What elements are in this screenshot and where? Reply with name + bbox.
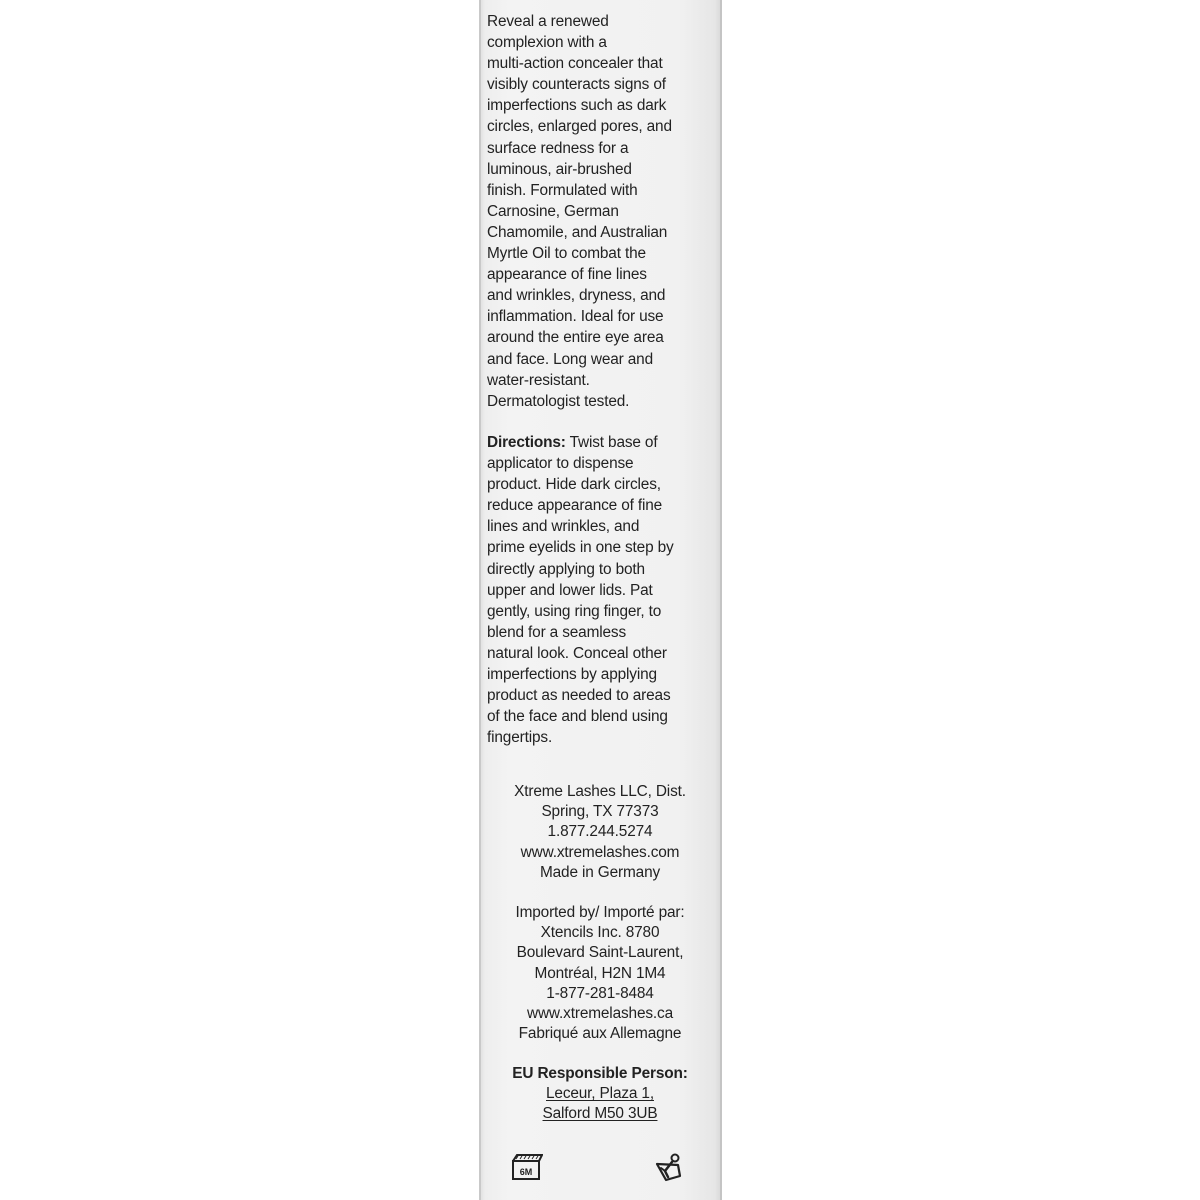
importer-line: Xtencils Inc. 8780 [540,924,660,942]
directions-line: fingertips. [487,729,553,747]
description-line: inflammation. Ideal for use [487,308,664,326]
importer-website: www.xtremelashes.ca [527,1005,673,1023]
eu-address-line: Salford M50 3UB [542,1105,658,1123]
description-line: and face. Long wear and [487,350,653,368]
distributor-line: Xtreme Lashes LLC, Dist. [514,783,686,800]
description-line: and wrinkles, dryness, and [487,287,666,305]
description-line: multi-action concealer that [487,55,663,73]
description-line: appearance of fine lines [487,266,647,284]
directions-first-line-text: Twist base of [565,434,658,451]
description-line: complexion with a [487,34,607,52]
distributor-line: Spring, TX 77373 [541,803,659,821]
distributor-origin: Made in Germany [539,863,661,881]
directions [487,432,717,748]
description-line: Dermatologist tested. [487,392,630,410]
directions-line: prime eyelids in one step by [487,539,674,557]
directions-line: product as needed to areas [487,687,671,705]
dispose-properly-icon [652,1152,686,1182]
eu-address-line: Leceur, Plaza 1, [546,1085,654,1103]
importer-line: Montréal, H2N 1M4 [534,964,666,982]
description-line: finish. Formulated with [487,181,638,199]
distributor-website: www.xtremelashes.com [520,843,680,861]
importer-info [481,903,719,1044]
pao-label: 6M [519,1167,533,1177]
importer-origin: Fabriqué aux Allemagne [518,1025,682,1043]
importer-line: Boulevard Saint-Laurent, [516,944,684,962]
directions-line: applicator to dispense [487,455,634,473]
distributor-phone: 1.877.244.5274 [547,823,653,841]
directions-line: upper and lower lids. Pat [487,581,653,599]
directions-line: blend for a seamless [487,623,627,641]
description-line: Chamomile, and Australian [487,223,668,241]
description-line: imperfections such as dark [487,97,667,115]
description-line: luminous, air-brushed [487,160,632,178]
product-description [487,11,717,412]
eu-responsible-person [481,1064,719,1125]
period-after-opening-icon [509,1152,543,1182]
directions-line: reduce appearance of fine [487,497,663,515]
description-line: around the entire eye area [487,329,664,347]
directions-line: of the face and blend using [487,708,668,726]
directions-line: directly applying to both [487,560,645,578]
description-line: surface redness for a [487,139,629,157]
panel-right-edge [720,0,722,1200]
importer-phone: 1-877-281-8484 [546,984,654,1002]
directions-line: product. Hide dark circles, [487,476,661,494]
description-line: Reveal a renewed [487,13,609,30]
directions-line: lines and wrinkles, and [487,518,640,536]
directions-line: imperfections by applying [487,666,657,684]
directions-line: natural look. Conceal other [487,644,667,662]
directions-first-line [487,432,717,453]
description-line: circles, enlarged pores, and [487,118,672,136]
description-line: Myrtle Oil to combat the [487,245,646,263]
eu-title: EU Responsible Person: [512,1065,688,1082]
directions-line: gently, using ring finger, to [487,602,662,620]
distributor-info [481,782,719,883]
importer-line: Imported by/ Importé par: [515,904,685,921]
directions-label: Directions: [487,434,566,451]
description-line: visibly counteracts signs of [487,76,666,94]
description-line: Carnosine, German [487,202,619,220]
description-line: water-resistant. [487,371,590,389]
